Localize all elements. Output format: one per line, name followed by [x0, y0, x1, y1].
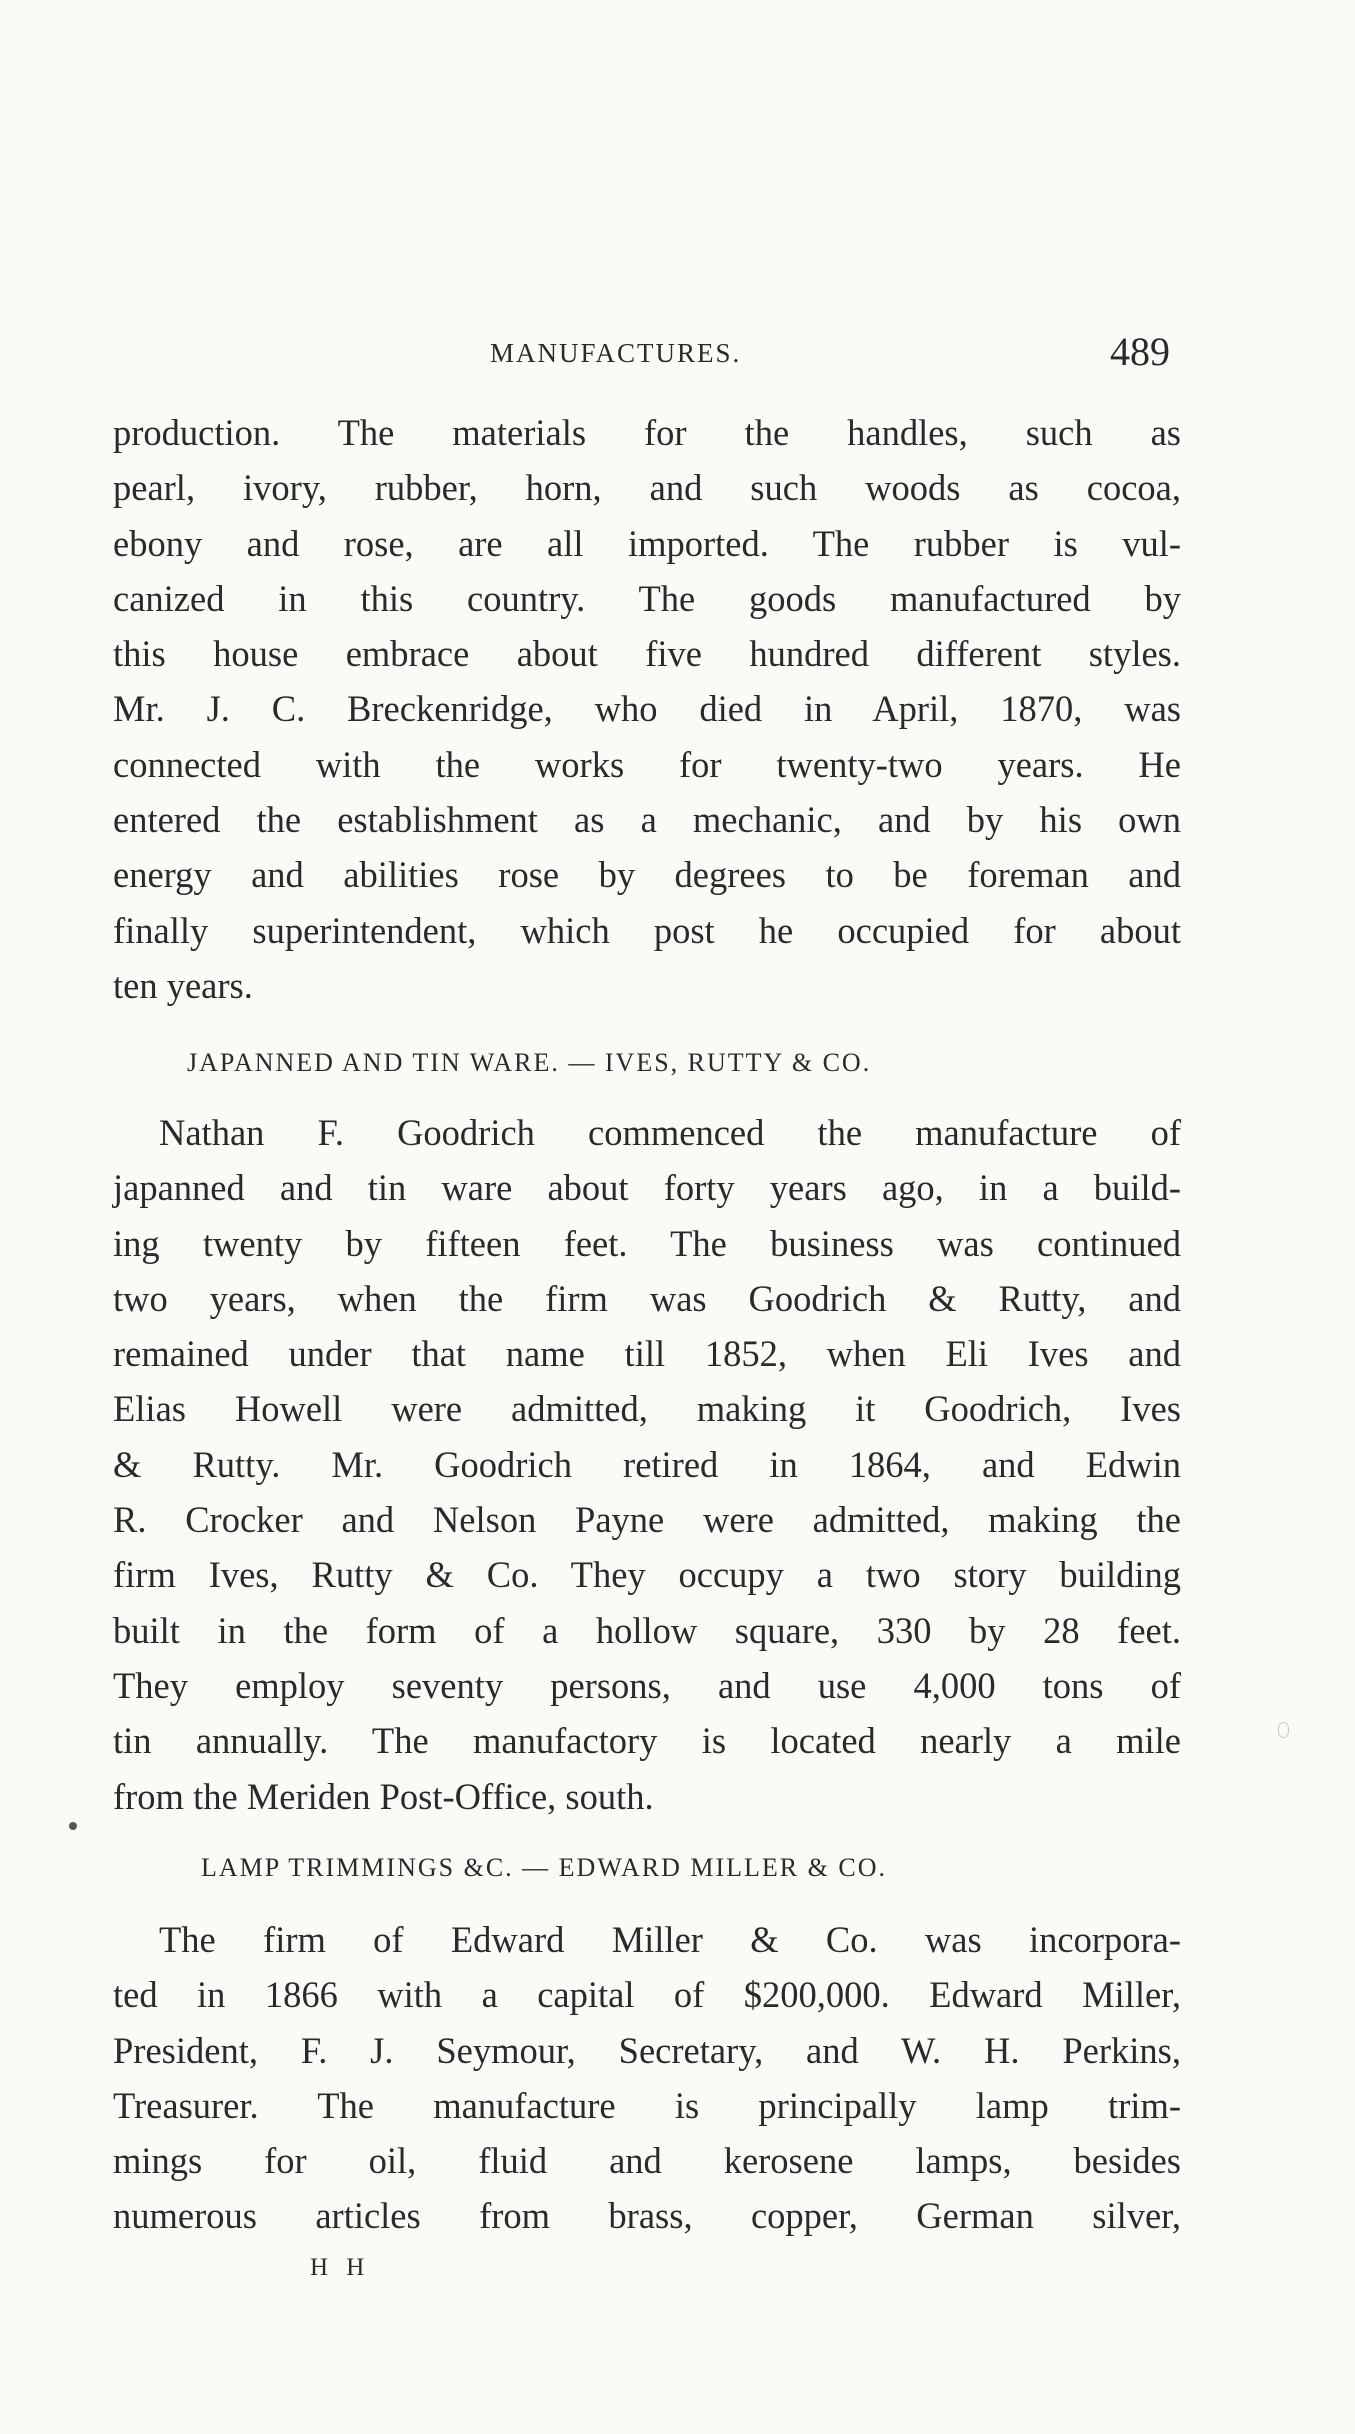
text-line: remained under that name till 1852, when Eli Ives and [113, 1333, 1181, 1375]
running-head [0, 328, 1355, 378]
running-title: MANUFACTURES. [490, 338, 742, 368]
text-line: & Rutty. Mr. Goodrich retired in 1864, and Edwin [113, 1443, 1181, 1485]
text-line: ten years. [113, 964, 253, 1006]
text-line: canized in this country. The goods manufactured by [113, 577, 1181, 619]
text-line: two years, when the firm was Goodrich & Rutty, and [113, 1277, 1181, 1319]
text-line: production. The materials for the handles, such as [113, 412, 1181, 453]
text-line: Mr. J. C. Breckenridge, who died in April, 1870, was [113, 688, 1181, 730]
text-line: from the Meriden Post-Office, south. [113, 1775, 654, 1817]
text-line: Treasurer. The manufacture is principally lamp trim- [113, 2084, 1181, 2126]
text-line: The firm of Edward Miller & Co. was incorpora- [159, 1919, 1181, 1960]
paper-blemish [1278, 1722, 1289, 1738]
section-lamp-trimmings-body [113, 1912, 1181, 2244]
signature-mark: H H [310, 2254, 371, 2281]
section-heading-lamp-trimmings: LAMP TRIMMINGS &C. — EDWARD MILLER & CO. [201, 1853, 887, 1882]
text-line: connected with the works for twenty-two years. He [113, 743, 1181, 785]
text-line: finally superintendent, which post he occupied for about [113, 909, 1181, 951]
text-line: entered the establishment as a mechanic, and by his own [113, 799, 1181, 841]
text-line: firm Ives, Rutty & Co. They occupy a two story building [113, 1554, 1181, 1596]
text-line: energy and abilities rose by degrees to be foreman and [113, 854, 1181, 896]
text-line: R. Crocker and Nelson Payne were admitted, making the [113, 1499, 1181, 1541]
text-line: japanned and tin ware about forty years ago, in a build- [113, 1167, 1181, 1209]
text-line: They employ seventy persons, and use 4,000 tons of [113, 1664, 1181, 1706]
text-line: pearl, ivory, rubber, horn, and such woods as cocoa, [113, 467, 1181, 509]
page-number: 489 [1110, 329, 1170, 374]
text-line: Elias Howell were admitted, making it Goodrich, Ives [113, 1388, 1181, 1430]
text-line: built in the form of a hollow square, 330 by 28 feet. [113, 1609, 1181, 1651]
text-line: Nathan F. Goodrich commenced the manufacture of [159, 1112, 1181, 1153]
text-line: mings for oil, fluid and kerosene lamps, besides [113, 2140, 1181, 2182]
ink-speck [69, 1822, 77, 1830]
text-line: numerous articles from brass, copper, German silver, [113, 2195, 1181, 2237]
paragraph-continuation [113, 405, 1181, 1013]
text-line: tin annually. The manufactory is located nearly a mile [113, 1720, 1181, 1762]
text-line: ted in 1866 with a capital of $200,000. Edward Miller, [113, 1974, 1181, 2016]
text-line: ing twenty by fifteen feet. The business was continued [113, 1222, 1181, 1264]
text-line: President, F. J. Seymour, Secretary, and W. H. Perkins, [113, 2029, 1181, 2071]
text-line: ebony and rose, are all imported. The rubber is vul- [113, 522, 1181, 564]
text-line: this house embrace about five hundred different styles. [113, 633, 1181, 675]
section-heading-japanned-tin-ware: JAPANNED AND TIN WARE. — IVES, RUTTY & CO. [187, 1048, 872, 1077]
section-japanned-tin-ware-body [113, 1105, 1181, 1824]
